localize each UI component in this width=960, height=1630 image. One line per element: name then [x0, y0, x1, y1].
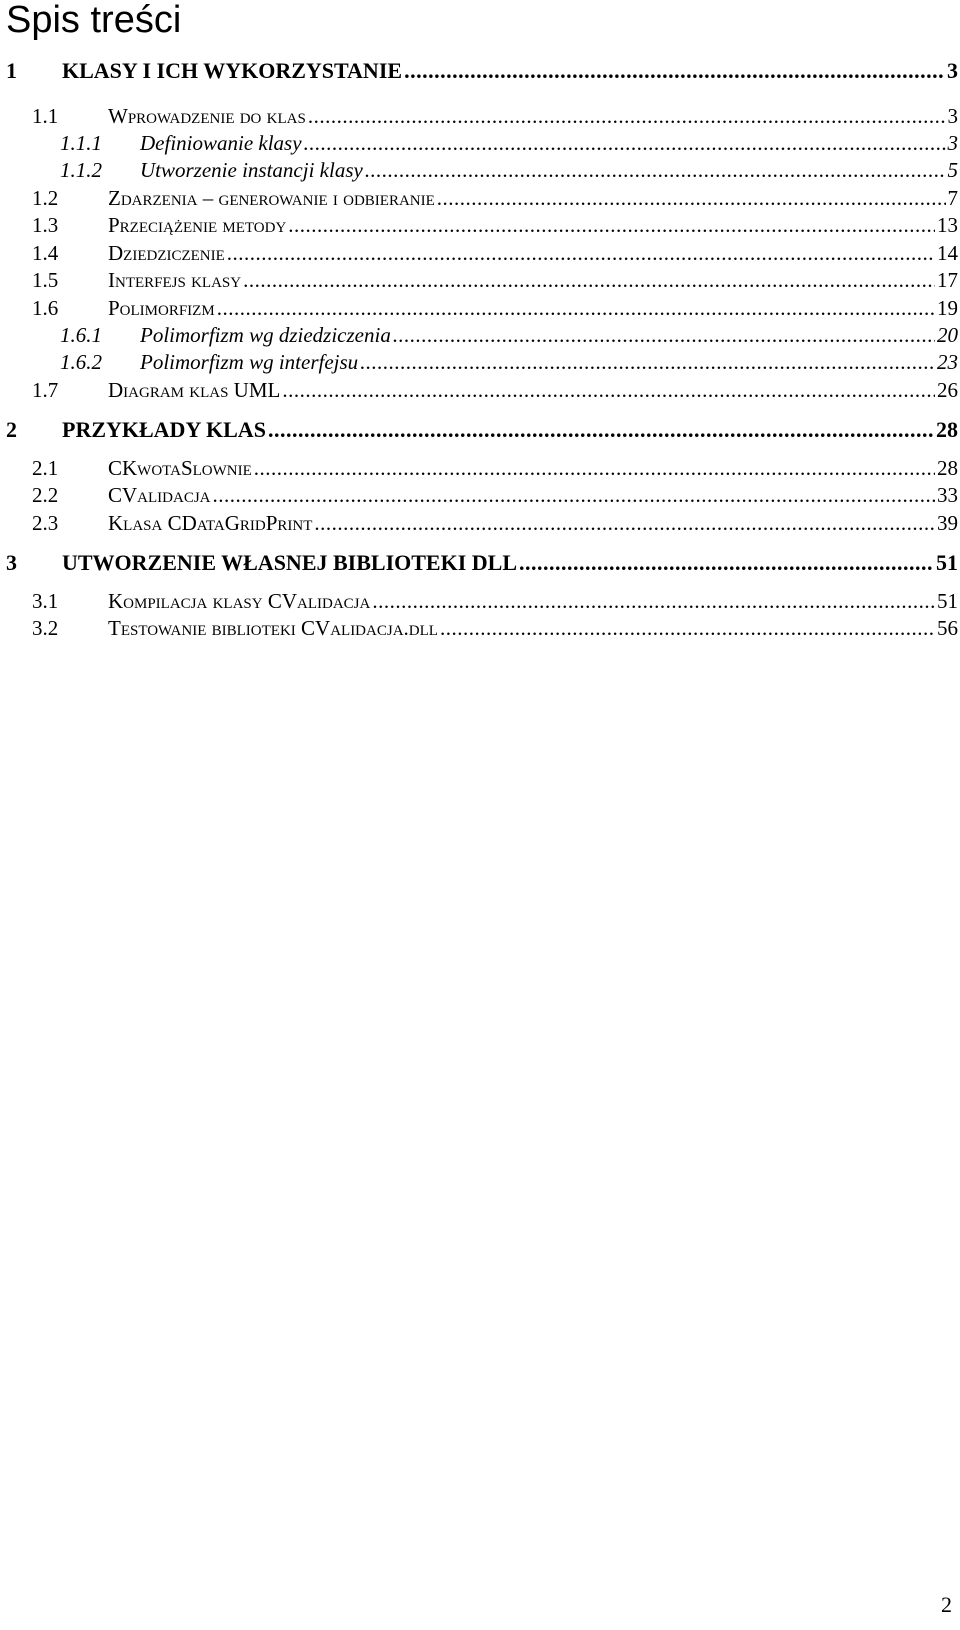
- toc-entry-page: 33: [937, 483, 958, 507]
- dot-leader: [437, 186, 946, 211]
- toc-entry-number: 1.6.1: [60, 323, 102, 347]
- toc-entry-number: 1.7: [32, 378, 59, 402]
- dot-leader: [393, 323, 935, 348]
- toc-entry[interactable]: [32, 483, 958, 511]
- dot-leader: [254, 456, 935, 481]
- toc-entry-number: 2: [6, 417, 17, 442]
- page-title: Spis treści: [6, 0, 182, 41]
- toc-entry[interactable]: [60, 323, 958, 351]
- toc-entry-number: 1.1.1: [60, 131, 102, 155]
- dot-leader: [288, 213, 935, 238]
- toc-entry-page: 3: [947, 104, 958, 128]
- page-number: 2: [941, 1592, 952, 1617]
- dot-leader: [519, 550, 934, 576]
- toc-entry-number: 1.2: [32, 186, 59, 210]
- toc-entry[interactable]: [6, 417, 958, 445]
- toc-entry-number: 2.3: [32, 511, 59, 535]
- toc-entry-title: Testowanie biblioteki CValidacja.dll: [108, 616, 438, 640]
- toc-entry[interactable]: [6, 550, 958, 578]
- toc-entry-page: 28: [937, 456, 958, 480]
- toc-entry-title: Wprowadzenie do klas: [108, 104, 306, 128]
- toc-entry[interactable]: [32, 213, 958, 241]
- toc-entry-title: Kompilacja klasy CValidacja: [108, 589, 371, 613]
- toc-entry-number: 1.6.2: [60, 350, 102, 374]
- toc-entry-number: 2.1: [32, 456, 59, 480]
- toc-entry-title: Diagram klas UML: [108, 378, 281, 402]
- toc-entry-page: 17: [937, 268, 958, 292]
- dot-leader: [282, 378, 935, 403]
- toc-entry-page: 56: [937, 616, 958, 640]
- toc-entry-number: 1.6: [32, 296, 59, 320]
- toc-entry-page: 7: [947, 186, 958, 210]
- dot-leader: [372, 589, 935, 614]
- toc-entry[interactable]: [32, 241, 958, 269]
- toc-entry[interactable]: [32, 268, 958, 296]
- dot-leader: [360, 350, 935, 375]
- toc-entry-number: 1.1: [32, 104, 59, 128]
- toc-entry-title: CKwotaSlownie: [108, 456, 252, 480]
- toc-entry-title: PRZYKŁADY KLAS: [62, 417, 266, 442]
- toc-entry[interactable]: [60, 131, 958, 159]
- toc-entry-page: 14: [937, 241, 958, 265]
- dot-leader: [314, 511, 935, 536]
- toc-entry-page: 23: [937, 350, 958, 374]
- dot-leader: [213, 483, 935, 508]
- toc-entry-title: Polimorfizm wg interfejsu: [140, 350, 359, 374]
- dot-leader: [404, 58, 945, 84]
- toc-entry-number: 1.5: [32, 268, 59, 292]
- toc-entry-title: Polimorfizm wg dziedziczenia: [140, 323, 391, 347]
- toc-entry-number: 3.2: [32, 616, 59, 640]
- toc-entry-number: 3.1: [32, 589, 59, 613]
- toc-entry-title: Klasa CDataGridPrint: [108, 511, 313, 535]
- dot-leader: [268, 417, 934, 443]
- toc-entry-number: 1: [6, 58, 17, 83]
- dot-leader: [217, 296, 935, 321]
- toc-entry-page: 26: [937, 378, 958, 402]
- toc-entry-number: 1.1.2: [60, 158, 102, 182]
- dot-leader: [440, 616, 935, 641]
- toc-entry-page: 3: [947, 131, 958, 155]
- toc-entry[interactable]: [6, 58, 958, 86]
- toc-entry[interactable]: [32, 186, 958, 214]
- toc-entry-number: 1.4: [32, 241, 59, 265]
- toc-entry-title: Zdarzenia – generowanie i odbieranie: [108, 186, 435, 210]
- toc-entry[interactable]: [32, 296, 958, 324]
- toc-entry[interactable]: [32, 616, 958, 644]
- toc-entry-page: 51: [936, 550, 958, 575]
- toc-entry[interactable]: [60, 158, 958, 186]
- toc-entry-title: Interfejs klasy: [108, 268, 242, 292]
- toc-entry[interactable]: [32, 378, 958, 406]
- toc-entry-title: Polimorfizm: [108, 296, 215, 320]
- toc-entry-title: Utworzenie instancji klasy: [140, 158, 363, 182]
- toc-entry-page: 3: [947, 58, 958, 83]
- toc-entry-page: 20: [937, 323, 958, 347]
- toc-entry-title: Dziedziczenie: [108, 241, 225, 265]
- toc-entry-title: KLASY I ICH WYKORZYSTANIE: [62, 58, 403, 83]
- dot-leader: [365, 158, 946, 183]
- dot-leader: [304, 131, 946, 156]
- toc-entry[interactable]: [32, 104, 958, 132]
- toc-entry-number: 2.2: [32, 483, 59, 507]
- toc-entry-page: 39: [937, 511, 958, 535]
- dot-leader: [243, 268, 935, 293]
- toc-entry-title: Definiowanie klasy: [140, 131, 302, 155]
- toc-entry-number: 3: [6, 550, 17, 575]
- toc-entry-title: UTWORZENIE WŁASNEJ BIBLIOTEKI DLL: [62, 550, 518, 575]
- toc-entry-page: 19: [937, 296, 958, 320]
- toc-entry-title: Przeciążenie metody: [108, 213, 287, 237]
- toc-entry-title: CValidacja: [108, 483, 211, 507]
- toc-entry-page: 13: [937, 213, 958, 237]
- toc-entry-page: 28: [936, 417, 958, 442]
- toc-entry-number: 1.3: [32, 213, 59, 237]
- toc-entry[interactable]: [32, 511, 958, 539]
- toc-entry-page: 5: [947, 158, 958, 182]
- toc-entry[interactable]: [60, 350, 958, 378]
- toc-entry[interactable]: [32, 589, 958, 617]
- dot-leader: [308, 104, 946, 129]
- toc-entry-page: 51: [937, 589, 958, 613]
- toc-entry[interactable]: [32, 456, 958, 484]
- dot-leader: [227, 241, 935, 266]
